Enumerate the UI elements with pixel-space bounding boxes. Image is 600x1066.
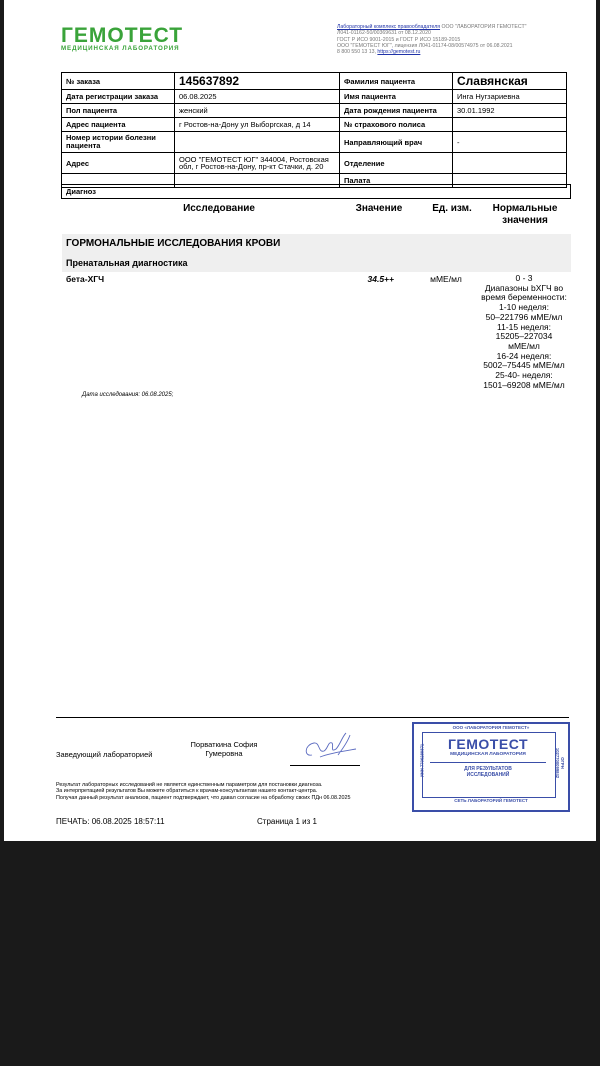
norm-line: 50–221796 мМЕ/мл	[485, 311, 563, 322]
norm-line: 1-10 неделя:	[499, 302, 549, 313]
patient-lastname: Славянская	[457, 74, 528, 88]
print-timestamp: ПЕЧАТЬ: 06.08.2025 18:57:11	[56, 817, 165, 826]
stamp-top-text: ООО «ЛАБОРАТОРИЯ ГЕМОТЕСТ»	[452, 725, 530, 730]
diagnosis-label: Диагноз	[66, 187, 96, 196]
norm-line: 15205–227034	[495, 331, 553, 342]
header-phone: 8 800 550 13 13,	[337, 49, 378, 56]
disclaimer	[56, 782, 416, 801]
regdate-label: Дата регистрации заказа	[62, 90, 175, 104]
norm-line: 11-15 неделя:	[496, 321, 552, 332]
disclaimer-line: Результат лабораторных исследований не является единственным параметром для постановки диагноза.	[56, 782, 323, 788]
patient-name: Инга Нугзариевна	[453, 90, 567, 104]
document-page	[4, 0, 596, 841]
head-lab-name	[186, 740, 262, 758]
order-number: 145637892	[179, 74, 240, 88]
col-norm-header-1: Нормальные	[492, 203, 558, 214]
insurance-label: № страхового полиса	[340, 118, 453, 132]
website-link[interactable]: https://gemotest.ru	[377, 49, 421, 56]
stamp-purpose	[422, 766, 554, 778]
stamp-purpose-2: ИССЛЕДОВАНИЙ	[466, 772, 510, 778]
signature-image	[300, 727, 360, 767]
norm-line: Диапазоны bХГЧ во	[484, 282, 564, 293]
head-lab-name-2: Гумеровна	[205, 749, 243, 758]
stamp-ogrn: ОГРН 1027700099842	[555, 747, 565, 779]
history-label: Номер истории болезни пациента	[62, 132, 175, 153]
header-line3: ГОСТ Р ИСО 9001-2015 и ГОСТ Р ИСО 15189-2015	[337, 36, 461, 43]
address-label: Адрес пациента	[62, 118, 175, 132]
lab-address-label: Адрес	[62, 153, 175, 174]
head-lab-label: Заведующий лабораторией	[56, 750, 153, 759]
section-header	[62, 234, 571, 272]
doctor-value: -	[453, 132, 567, 153]
doctor-label: Направляющий врач	[340, 132, 453, 153]
section-title: ГОРМОНАЛЬНЫЕ ИССЛЕДОВАНИЯ КРОВИ	[66, 238, 281, 249]
stamp-subtitle: МЕДИЦИНСКАЯ ЛАБОРАТОРИЯ	[450, 752, 526, 757]
stamp-purpose-1: ДЛЯ РЕЗУЛЬТАТОВ	[464, 766, 512, 772]
lab-stamp	[412, 722, 570, 812]
dept-label: Отделение	[340, 153, 453, 174]
page-number: Страница 1 из 1	[257, 817, 317, 826]
diagnosis-row	[61, 184, 571, 199]
header-info	[337, 24, 587, 55]
birth-value: 30.01.1992	[453, 104, 567, 118]
test-value: 34.5++	[367, 274, 394, 284]
norm-line: 5002–75445 мМЕ/мл	[483, 360, 565, 371]
logo-subtitle: МЕДИЦИНСКАЯ ЛАБОРАТОРИЯ	[61, 45, 180, 52]
col-value-header: Значение	[355, 203, 403, 214]
header-line1: ООО "ЛАБОРАТОРИЯ ГЕМОТЕСТ"	[440, 24, 527, 30]
footer-divider	[56, 717, 569, 718]
sex-value: женский	[175, 104, 340, 118]
norm-line: время беременности:	[481, 292, 567, 303]
name-label: Имя пациента	[340, 90, 453, 104]
address-value: г Ростов-на-Дону ул Выборгская, д 14	[175, 118, 340, 132]
disclaimer-line: За интерпретацией результатов Вы можете обратиться к врачам-консультантам нашего контакт-центра.	[56, 788, 318, 795]
patient-info-table	[61, 72, 567, 188]
lab-address-value: ООО "ГЕМОТЕСТ ЮГ" 344004, Ростовская обл, г Ростов-на-Дону, пр-кт Стачки, д. 20	[175, 153, 340, 174]
col-unit-header: Ед. изм.	[432, 203, 472, 214]
norm-line: 25-40- неделя:	[495, 370, 553, 381]
sex-label: Пол пациента	[62, 104, 175, 118]
head-lab-name-1: Порваткина София	[190, 740, 258, 749]
test-norm	[476, 274, 572, 390]
norm-line: 1501–69208 мМЕ/мл	[483, 379, 565, 390]
header-line4: ООО "ГЕМОТЕСТ ЮГ", лицензия Л041-01174-08/00574975 от 06.08.2021	[337, 42, 513, 49]
section-subtitle: Пренатальная диагностика	[66, 258, 188, 268]
header-line2: Л041-01162-50/00369631 от 08.12.2020	[337, 30, 431, 37]
order-label: № заказа	[62, 73, 175, 90]
test-name: бета-ХГЧ	[66, 274, 105, 284]
col-test-header: Исследование	[183, 203, 255, 214]
history-value	[175, 132, 340, 153]
dept-value	[453, 153, 567, 174]
ward-label: Палата	[340, 174, 453, 188]
stamp-divider	[430, 762, 546, 763]
norm-line: 16-24 неделя:	[496, 350, 552, 361]
norm-line: 0 - 3	[515, 273, 533, 283]
regdate-value: 06.08.2025	[175, 90, 340, 104]
lastname-label: Фамилия пациента	[340, 73, 453, 90]
test-unit: мМЕ/мл	[430, 274, 462, 284]
stamp-inn: ИНН 7706289871	[419, 743, 425, 778]
stamp-name: ГЕМОТЕСТ	[447, 736, 529, 752]
birth-label: Дата рождения пациента	[340, 104, 453, 118]
test-date: Дата исследования: 06.08.2025;	[82, 392, 174, 398]
norm-line: мМЕ/мл	[508, 340, 540, 351]
disclaimer-line: Получая данный результат анализов, пациент подтверждает, что давал согласие на обработку своих ПДн 06.08.2025	[56, 794, 351, 801]
insurance-value	[453, 118, 567, 132]
signature-line	[290, 765, 360, 766]
col-norm-header	[480, 203, 570, 227]
gemotest-logo	[61, 26, 183, 52]
col-norm-header-2: значения	[502, 215, 548, 226]
stamp-bottom-text: СЕТЬ ЛАБОРАТОРИЙ ГЕМОТЕСТ	[454, 798, 528, 803]
logo-title: ГЕМОТЕСТ	[61, 24, 184, 47]
license-link[interactable]: Лабораторный комплекс правообладателя	[337, 24, 441, 30]
